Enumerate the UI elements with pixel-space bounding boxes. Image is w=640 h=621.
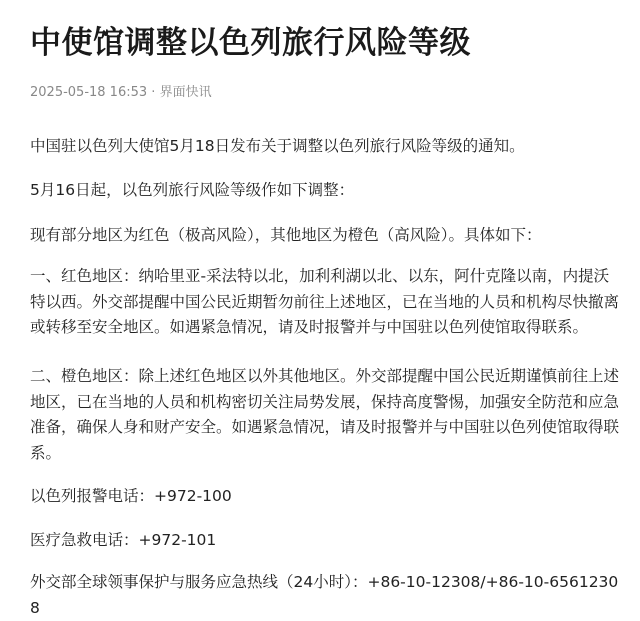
article-meta [30, 84, 212, 102]
article-source: 界面快讯 [159, 85, 212, 100]
paragraph-consular-hotline: 外交部全球领事保护与服务应急热线（24小时）：+86-10-12308/+86-10-65612308 [30, 573, 619, 617]
paragraph-red-zone: 一、红色地区：纳哈里亚-采法特以北，加利利湖以北、以东，阿什克隆以南，内提沃特以西。外交部提醒中国公民近期暂勿前往上述地区，已在当地的人员和机构尽快撤离或转移至安全地区。如遇紧急情况，请及时报警并与中国驻以色列使馆取得联系。 [30, 267, 620, 336]
paragraph-orange-zone: 二、橙色地区：除上述红色地区以外其他地区。外交部提醒中国公民近期谨慎前往上述地区，已在当地的人员和机构密切关注局势发展，保持高度警惕，加强安全防范和应急准备，确保人身和财产安全。如遇紧急情况，请及时报警并与中国驻以色列使馆取得联系。 [30, 367, 620, 462]
paragraph-effective-date: 5月16日起，以色列旅行风险等级作如下调整： [30, 181, 355, 199]
publish-date: 2025-05-18 16:53 [30, 85, 148, 100]
meta-separator: · [151, 85, 156, 100]
paragraph-notice: 中国驻以色列大使馆5月18日发布关于调整以色列旅行风险等级的通知。 [30, 137, 525, 155]
paragraph-overview: 现有部分地区为红色（极高风险），其他地区为橙色（高风险）。具体如下： [30, 226, 542, 244]
paragraph-medical-phone: 医疗急救电话：+972-101 [30, 531, 217, 549]
article-title: 中使馆调整以色列旅行风险等级 [30, 25, 471, 61]
paragraph-police-phone: 以色列报警电话：+972-100 [30, 487, 232, 505]
